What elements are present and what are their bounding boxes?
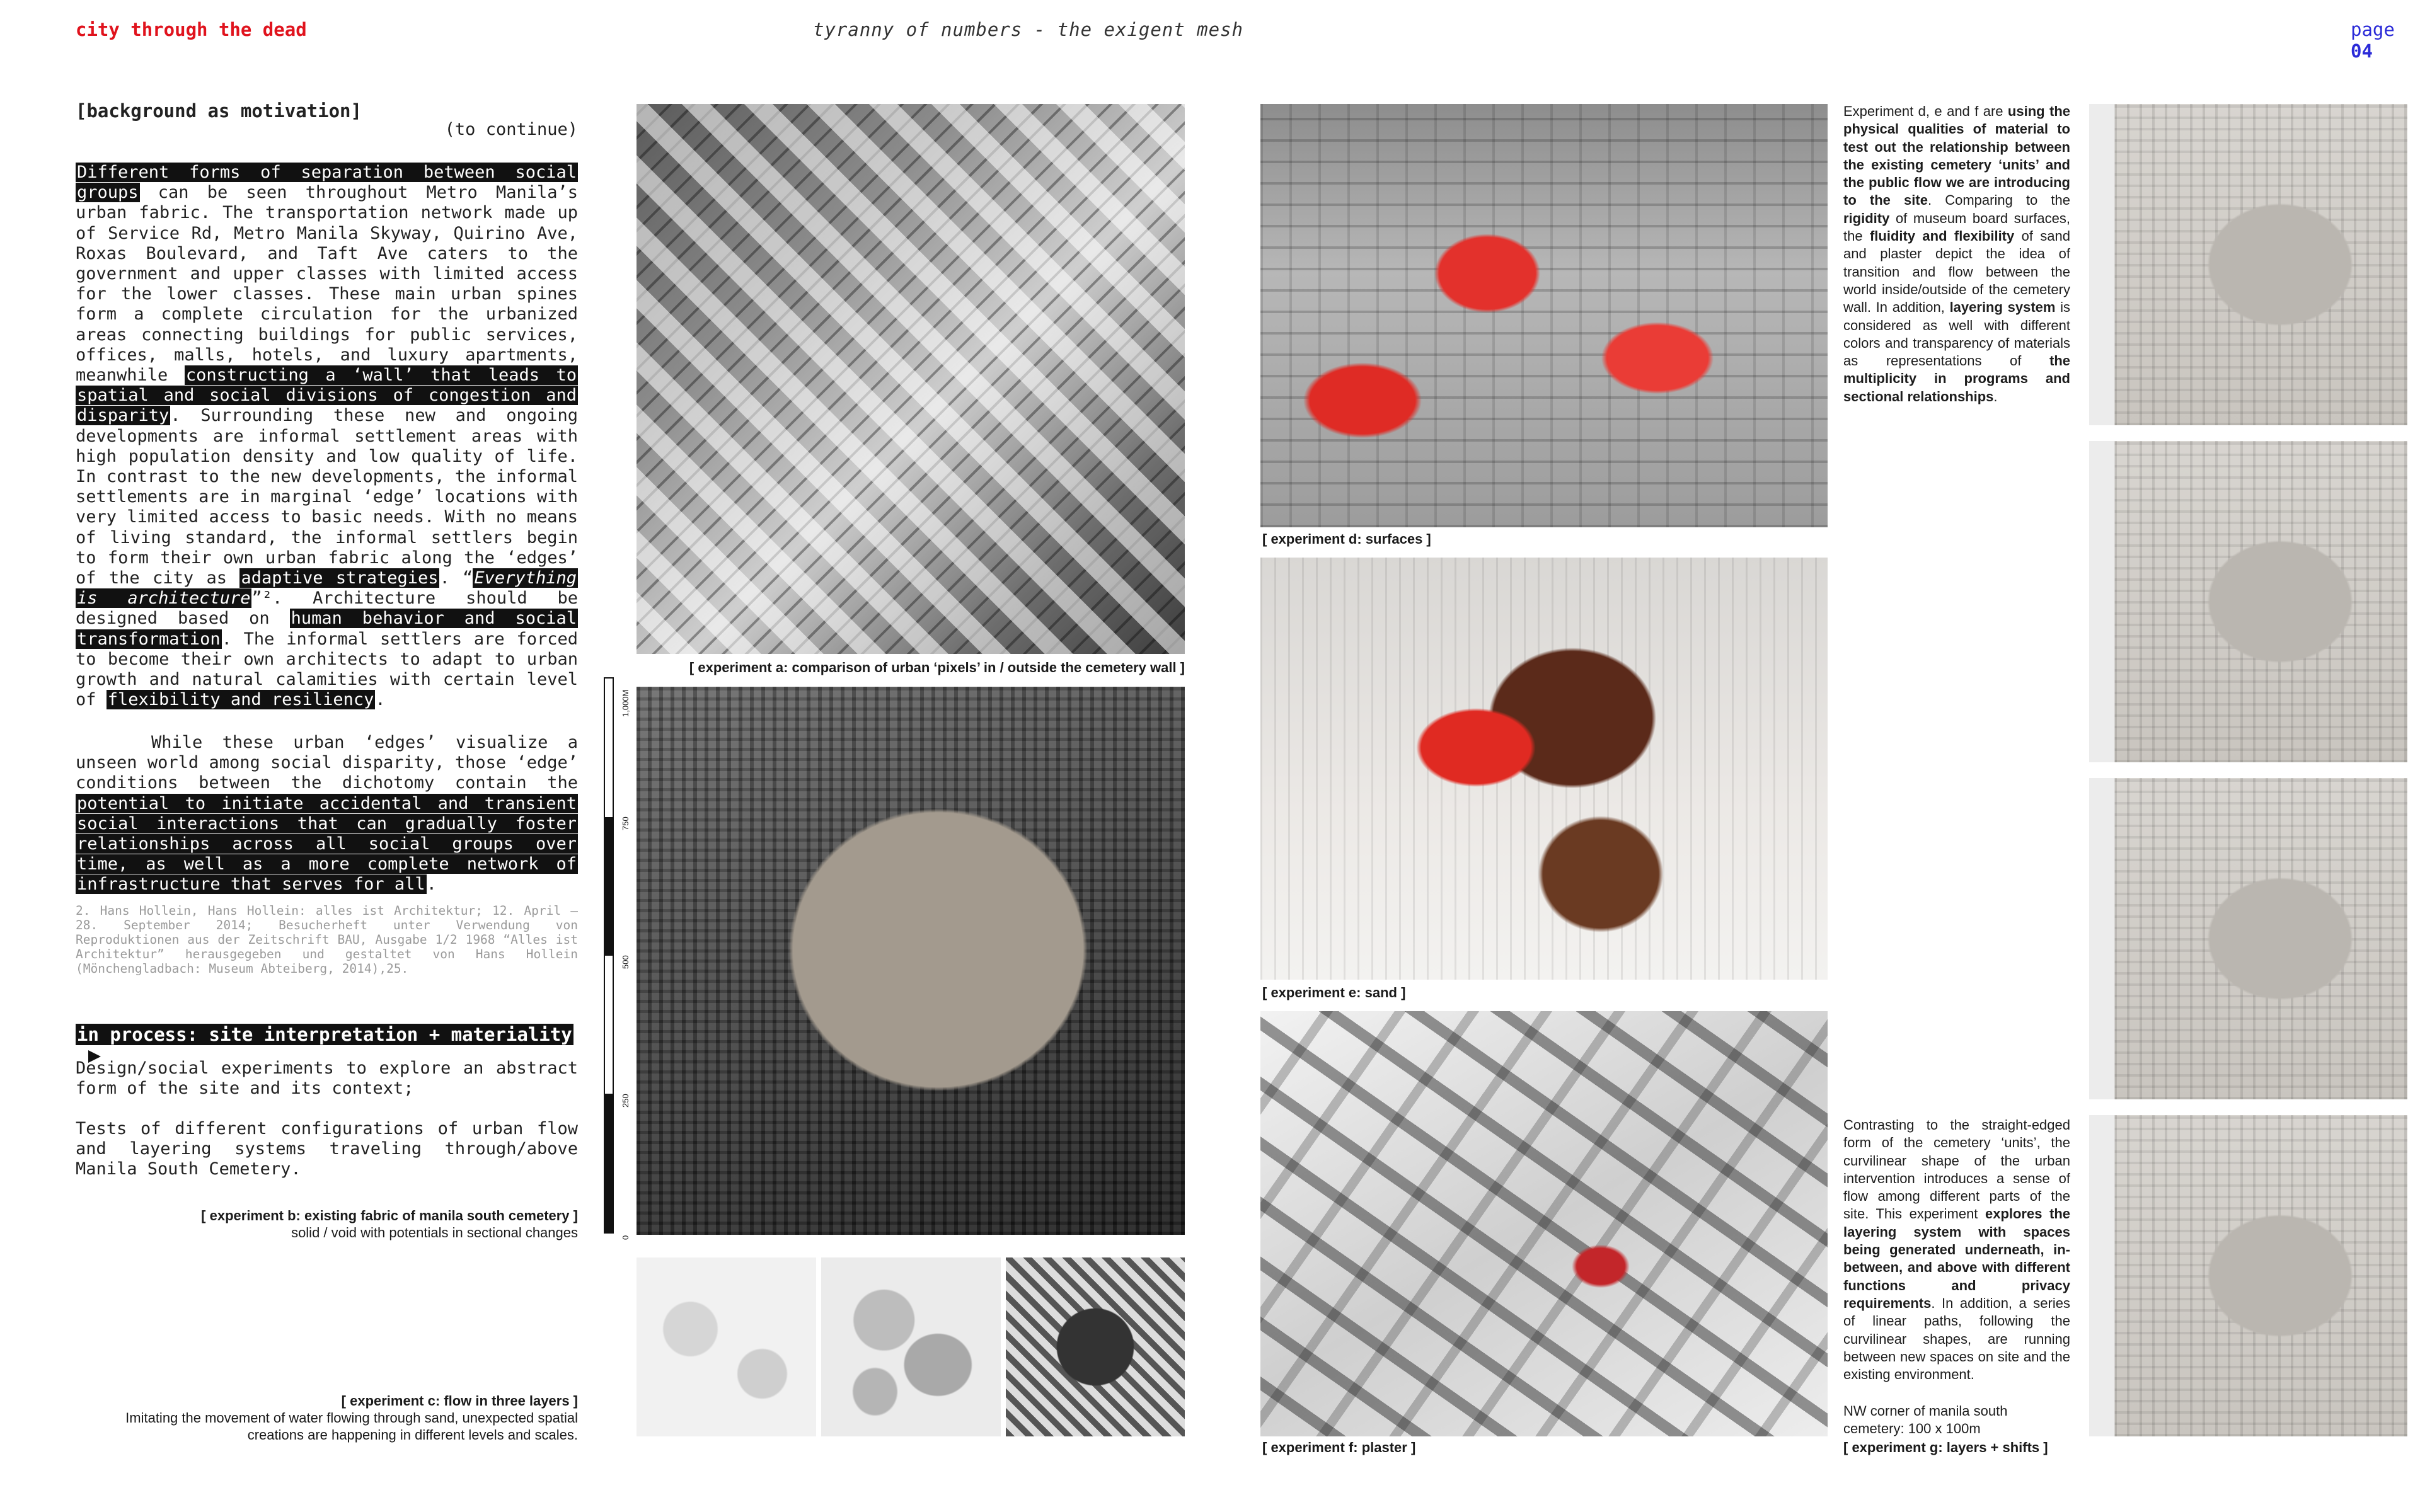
exp-g-title: [ experiment g: layers + shifts ]	[1843, 1440, 2048, 1455]
background.p1-run: constructing a ‘wall’ that leads to spatial and social divisions of congestion and disparity	[77, 365, 577, 426]
caption-exp-b	[76, 1207, 578, 1241]
exp-b-sub: solid / void with potentials in sectional changes	[291, 1225, 578, 1240]
caption-exp-e	[1262, 984, 1405, 1001]
background.p2-run: While these urban ‘edges’ visualize a unseen world among social disparity, those ‘edge’ conditions between the dichotomy contain the	[76, 733, 578, 793]
exp-c-title: [ experiment c: flow in three layers ]	[341, 1393, 578, 1409]
right_top-run: Experiment d, e and f are	[1843, 103, 2008, 119]
experiment-g-image-1	[2089, 104, 2407, 425]
experiment-c-image-2	[821, 1257, 1001, 1436]
exp-f-title: [ experiment f: plaster ]	[1262, 1440, 1416, 1455]
footnote: 2. Hans Hollein, Hans Hollein: alles ist Architektur; 12. April – 28. September 2014; Besucherheft unter Verwendung von Reproduktionen aus der Zeitschrift BAU, Ausgabe 1/2 1968 “Alles ist Architektur” herausgegeben und gestaltet von Hans Hollein (Mönchengladbach: Museum Abteiberg, 2014),25.	[76, 903, 578, 976]
background.p1-run: Everything is architecture	[77, 568, 577, 609]
exp-b-title: [ experiment b: existing fabric of manila south cemetery ]	[201, 1208, 578, 1223]
right_top-run: layering system	[1949, 299, 2056, 316]
background.p1-run: human behavior and social transformation	[77, 609, 577, 649]
background-paragraph-1	[76, 163, 578, 710]
process-title: in process: site interpretation + materiality	[77, 1024, 572, 1045]
experiment-f-image	[1260, 1011, 1828, 1436]
right_top-run: is considered as well with different colors and transparency of materials as representations of	[1843, 299, 2070, 369]
right_top-run: . Comparing to the	[1927, 192, 2071, 209]
experiment-c-image-3	[1006, 1257, 1185, 1436]
caption-exp-f	[1262, 1439, 1415, 1456]
scale-tick-1000: 1,000M	[621, 689, 630, 717]
process-line-2: Tests of different configurations of urban flow and layering systems traveling through/above Manila South Cemetery.	[76, 1119, 578, 1179]
background.p1-run: .	[375, 690, 386, 710]
caption-exp-g	[1843, 1439, 2048, 1456]
right_top-run: rigidity	[1843, 210, 1890, 226]
exp-d-title: [ experiment d: surfaces ]	[1262, 531, 1431, 547]
background.p1-run: . The informal settlers are forced to become their own architects to adapt to urban growth and natural calamities with certain level of	[76, 629, 578, 710]
experiment-g-image-4	[2089, 1115, 2407, 1436]
caption-exp-a	[637, 659, 1185, 676]
right_top-run: fluidity and flexibility	[1869, 228, 2015, 244]
background.p2-run: .	[426, 874, 437, 895]
right_bottom-run: . In addition, a series of linear paths, following the curvilinear shapes, are running between new spaces on site and the existing environment.	[1843, 1295, 2070, 1383]
caption-exp-d	[1262, 530, 1431, 547]
experiment-g-image-2	[2089, 441, 2407, 762]
background.p1-run: Different forms of separation between social groups	[77, 163, 577, 203]
site-note: NW corner of manila south cemetery: 100 x 100m	[1843, 1403, 2008, 1437]
right_top-run: using the physical qualities of material to test out the relationship between the existing cemetery ‘units’ and the public flow we are introducing to the site	[1843, 103, 2070, 209]
experiment-d-image	[1260, 104, 1828, 527]
background.p1-run: can be seen throughout Metro Manila’s urban fabric. The transportation network made up of Service Rd, Metro Manila Skyway, Quirino Ave, Roxas Boulevard, and Taft Ave caters to the government and upper classes with limited access for the lower classes. These main urban spines form a complete circulation for the urbanized areas connecting buildings for public services, offices, malls, hotels, and luxury apartments, meanwhile	[76, 183, 578, 386]
background.p1-run: ”². Architecture should be designed based on	[76, 588, 578, 629]
background-paragraph-2	[76, 733, 578, 895]
experiment-e-image	[1260, 558, 1828, 980]
experiment-a-image	[637, 104, 1185, 654]
experiment-b-image	[637, 687, 1185, 1235]
scale-tick-250: 250	[621, 1094, 630, 1108]
scale-tick-500: 500	[621, 955, 630, 969]
scale-tick-0: 0	[621, 1235, 630, 1240]
right_top-run: of sand and plaster depict the idea of transition and flow between the world inside/outside of the cemetery wall. In addition,	[1843, 228, 2071, 316]
scale-tick-750: 750	[621, 816, 630, 830]
page-label: page	[2351, 19, 2395, 40]
right_bottom-run: explores the layering system with spaces being generated underneath, in-between, and above with different functions and privacy requirements	[1843, 1206, 2070, 1311]
right-description-top	[1843, 103, 2070, 406]
background.p1-run: . “	[439, 568, 473, 588]
process-line-1: Design/social experiments to explore an abstract form of the site and its context;	[76, 1058, 578, 1099]
page-number	[2351, 19, 2420, 62]
background.p2-run: potential to initiate accidental and transient social interactions that can gradually foster relationships across all social groups over time, as well as a more complete network of infrastructure that serves for all	[77, 793, 577, 895]
exp-e-title: [ experiment e: sand ]	[1262, 985, 1406, 1000]
background-title: [background as motivation]	[76, 100, 362, 122]
page-num-value: 04	[2351, 40, 2373, 62]
background.p1-run: flexibility and resiliency	[107, 690, 374, 710]
page-subtitle: tyranny of numbers - the exigent mesh	[813, 19, 1244, 40]
right_bottom-run: Contrasting to the straight-edged form of the cemetery ‘units’, the curvilinear shape of the urban intervention introduces a sense of flow among different parts of the site. This experiment	[1843, 1117, 2070, 1222]
caption-exp-c	[76, 1392, 578, 1443]
background.p1-run: adaptive strategies	[241, 568, 439, 588]
right-description-bottom	[1843, 1116, 2070, 1383]
exp-a-title: [ experiment a: comparison of urban ‘pixels’ in / outside the cemetery wall ]	[689, 660, 1185, 675]
exp-c-sub: Imitating the movement of water flowing through sand, unexpected spatial creations are happening in different levels and scales.	[125, 1410, 578, 1443]
background.p1-run: . Surrounding these new and ongoing developments are informal settlement areas with high population density and low quality of life. In contrast to the new developments, the informal settlements are in marginal ‘edge’ locations with very limited access to basic needs. With no means of living standard, the informal settlers begin to form their own urban fabric along the ‘edges’ of the city as	[76, 406, 578, 588]
to-continue: (to continue)	[444, 120, 578, 139]
scale-bar	[604, 677, 614, 1234]
right_top-run: .	[1993, 388, 1998, 404]
right_top-run: of museum board surfaces, the	[1843, 210, 2070, 244]
experiment-c-image-1	[637, 1257, 816, 1436]
project-title: city through the dead	[76, 19, 307, 40]
experiment-g-image-3	[2089, 778, 2407, 1099]
right_top-run: the multiplicity in programs and sectional relationships	[1843, 353, 2070, 404]
